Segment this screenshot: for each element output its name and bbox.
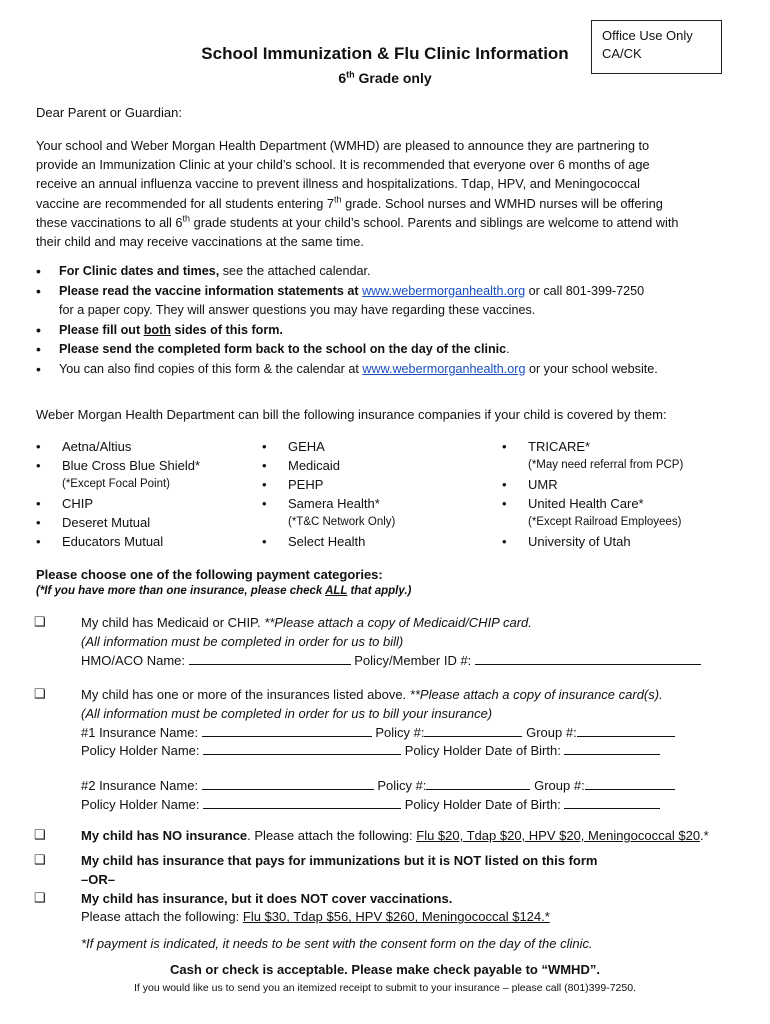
insurer-item: • Samera Health* [262, 494, 395, 513]
insurance-1-dob-field[interactable] [564, 742, 660, 755]
insurance-2-dob-field[interactable] [564, 796, 660, 809]
payment-heading: Please choose one of the following payment categories: [36, 567, 383, 582]
option-unlisted-insurance: My child has insurance that pays for immunizations but it is NOT listed on this form –OR– My child has insurance, but it does NOT cover vaccinations. Please attach the following: Flu $30, Tdap $56, HPV $260, Meningococcal $124.* [81, 853, 598, 925]
checkbox-medicaid[interactable]: ❑ [34, 614, 46, 629]
insurer-item: • UMR [502, 475, 683, 494]
payment-note: (*If you have more than one insurance, please check ALL that apply.) [36, 585, 412, 597]
insurer-note: (*May need referral from PCP) [528, 459, 684, 471]
insurer-item: • CHIP [36, 494, 200, 513]
checkbox-no-vaccine-coverage[interactable]: ❑ [34, 890, 46, 905]
insurer-item: • Select Health [262, 532, 395, 551]
insurer-item: • PEHP [262, 475, 395, 494]
insurer-note: (*Except Railroad Employees) [528, 516, 682, 528]
option-no-insurance: My child has NO insurance. Please attach the following: Flu $20, Tdap $20, HPV $20, Meningococcal $20.* [81, 828, 709, 843]
page-title: School Immunization & Flu Clinic Information [201, 44, 569, 63]
insurer-column-3 [502, 437, 683, 551]
insurance-2-holder-field[interactable] [203, 796, 401, 809]
insurer-item: • Medicaid [262, 456, 395, 475]
list-item: • You can also find copies of this form & the calendar at www.webermorganhealth.org or your school website. [36, 360, 746, 380]
insurer-item: • United Health Care* [502, 494, 683, 513]
insurance-1-group-field[interactable] [577, 724, 675, 737]
insurance-1-policy-field[interactable] [424, 724, 522, 737]
salutation: Dear Parent or Guardian: [36, 105, 182, 120]
office-use-label: Office Use Only [602, 28, 693, 43]
payment-footnote: *If payment is indicated, it needs to be sent with the consent form on the day of the clinic. [81, 936, 593, 951]
insurance-intro: Weber Morgan Health Department can bill the following insurance companies if your child is covered by them: [36, 407, 667, 422]
insurance-2-group-field[interactable] [585, 777, 675, 790]
insurer-note: (*T&C Network Only) [288, 516, 396, 528]
list-item: • For Clinic dates and times, see the attached calendar. [36, 262, 746, 282]
website-link[interactable]: www.webermorganhealth.org [362, 283, 526, 298]
insurance-1-name-field[interactable] [202, 724, 372, 737]
checkbox-unlisted-insurance[interactable]: ❑ [34, 852, 46, 867]
insurer-item: • Educators Mutual [36, 532, 200, 551]
checkbox-listed-insurance[interactable]: ❑ [34, 686, 46, 701]
option-listed-insurance: My child has one or more of the insurances listed above. **Please attach a copy of insurance card(s). (All information must be completed in order for us to bill your insurance) #1 Insurance Name: Policy #: Group #: Policy Holder Name: Policy Holder Date of Birth: #2 Insurance Name: Policy #: Group #: Policy Holder Name: Policy Holder Date of Birth: [81, 686, 761, 815]
list-item-continued: for a paper copy. They will answer questions you may have regarding these vaccines. [59, 303, 536, 318]
insurer-item: • GEHA [262, 437, 395, 456]
list-item: • Please send the completed form back to the school on the day of the clinic. [36, 340, 746, 360]
instruction-list [36, 262, 746, 380]
hmo-name-field[interactable] [189, 652, 351, 665]
insurance-1-holder-field[interactable] [203, 742, 401, 755]
list-item: • Please read the vaccine information statements at www.webermorganhealth.org or call 801-399-7250 [36, 282, 746, 302]
payment-instructions: Cash or check is acceptable. Please make check payable to “WMHD”. [170, 962, 600, 977]
member-id-field[interactable] [475, 652, 701, 665]
office-use-code: CA/CK [602, 46, 642, 61]
website-link-2[interactable]: www.webermorganhealth.org [362, 361, 526, 376]
intro-paragraph: Your school and Weber Morgan Health Department (WMHD) are pleased to announce they are partnering to provide an Immunization Clinic at your child’s school. It is recommended that everyone over 6 months of age receive an annual influenza vaccine to prevent illness and hospitalizations. Tdap, HPV, and Meningococcal vaccine are recommended for all students entering 7th grade. School nurses and WMHD nurses will be offering these vaccinations to all 6th grade students at your child’s school. Parents and siblings are welcome to attend with their child and may receive vaccinations at the same time. [36, 138, 679, 250]
list-item: • Please fill out both sides of this form. [36, 321, 746, 341]
receipt-note: If you would like us to send you an itemized receipt to submit to your insurance – please call (801)399-7250. [134, 982, 636, 994]
insurer-item: • Deseret Mutual [36, 513, 200, 532]
insurer-item: • Blue Cross Blue Shield* [36, 456, 200, 475]
insurer-item: • TRICARE* [502, 437, 683, 456]
insurance-2-policy-field[interactable] [426, 777, 530, 790]
insurer-column-2 [262, 437, 395, 551]
insurer-item: • University of Utah [502, 532, 683, 551]
page-subtitle: 6th Grade only [338, 69, 432, 86]
checkbox-no-insurance[interactable]: ❑ [34, 827, 46, 842]
insurance-2-name-field[interactable] [202, 777, 374, 790]
insurer-column-1 [36, 437, 200, 551]
option-medicaid: My child has Medicaid or CHIP. **Please attach a copy of Medicaid/CHIP card. (All information must be completed in order for us to bill) HMO/ACO Name: Policy/Member ID #: [81, 614, 761, 670]
insurer-note: (*Except Focal Point) [62, 478, 171, 490]
insurer-item: • Aetna/Altius [36, 437, 200, 456]
